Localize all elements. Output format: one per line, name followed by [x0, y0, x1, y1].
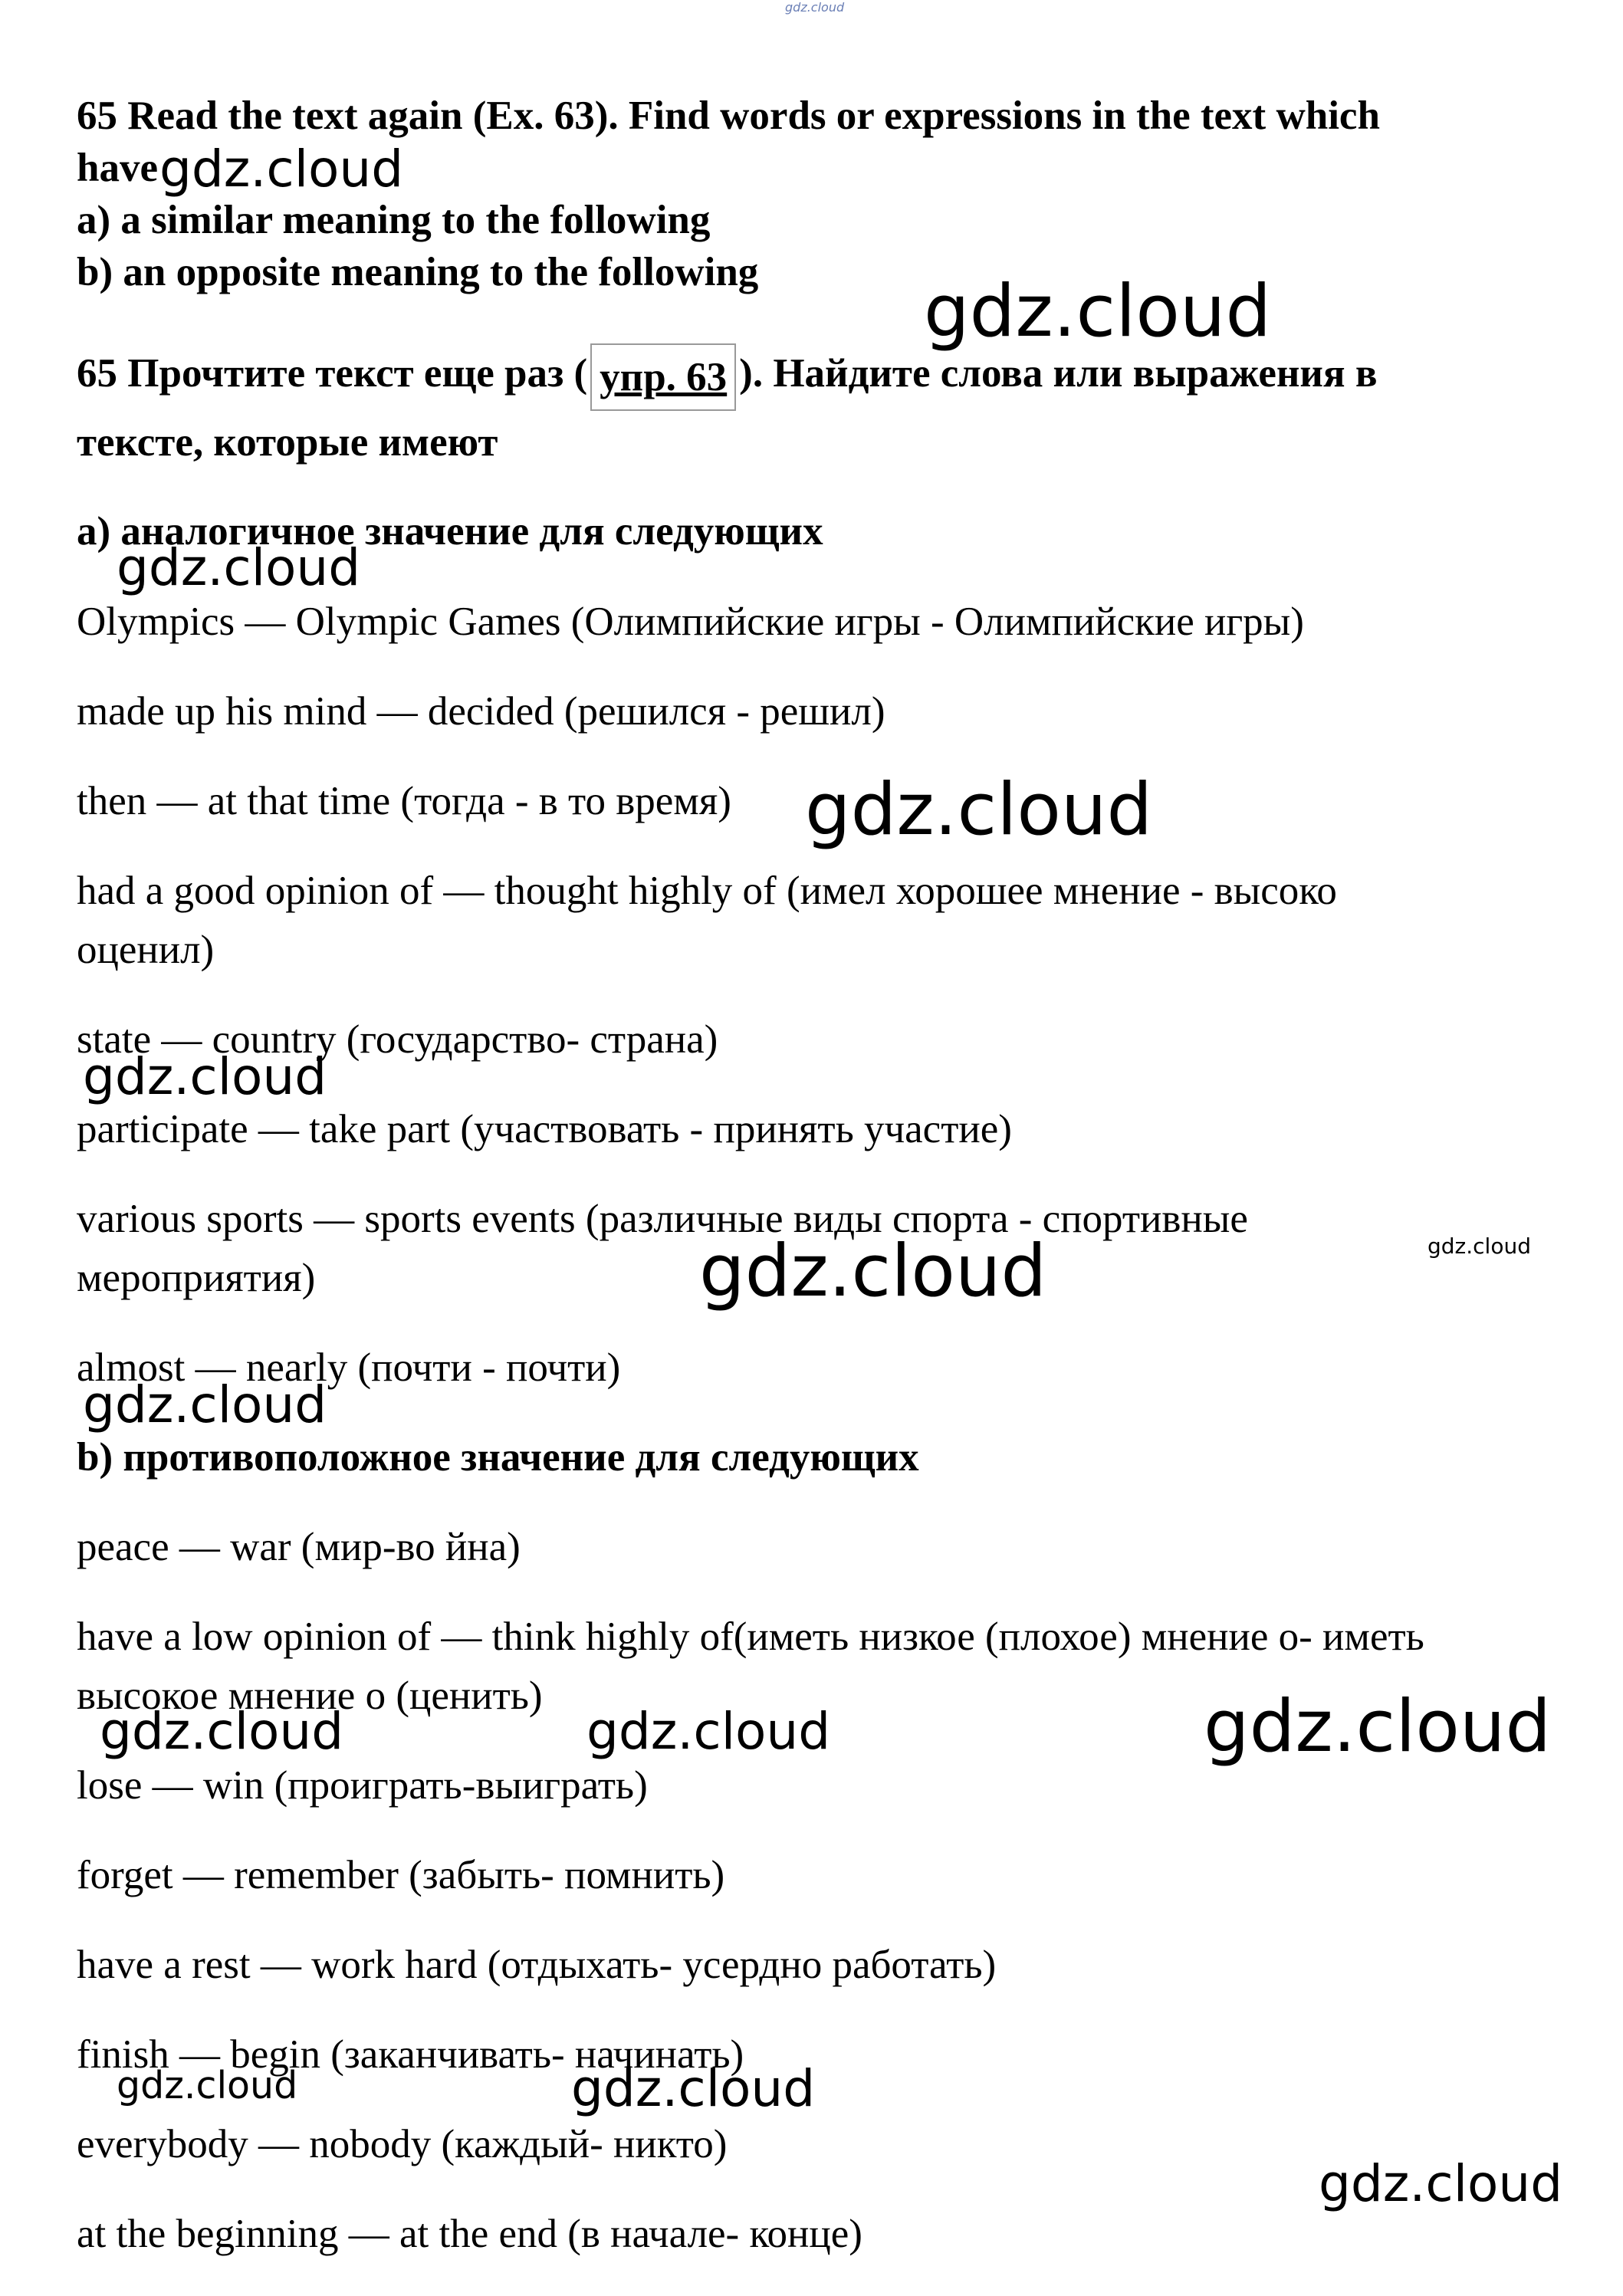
- list-item: at the beginning — at the end (в начале- конце): [77, 2212, 862, 2256]
- ru-title-line-2: тексте, которые имеют: [77, 420, 498, 465]
- ru-title-post: ). Найдите слова или выражения в: [739, 351, 1378, 396]
- en-instruction-a: a) a similar meaning to the following: [77, 198, 711, 242]
- en-title-line-1: 65 Read the text again (Ex. 63). Find words or expressions in the text which: [77, 94, 1380, 138]
- list-item: have a rest — work hard (отдыхать- усердно работать): [77, 1943, 997, 1987]
- ru-title-line-1: [77, 343, 1377, 411]
- watermark: gdz.cloud: [83, 1375, 327, 1434]
- watermark: gdz.cloud: [117, 2064, 298, 2107]
- list-item: finish — begin (заканчивать- начинать): [77, 2032, 744, 2077]
- list-item: оценил): [77, 928, 215, 972]
- list-item: everybody — nobody (каждый- никто): [77, 2122, 728, 2166]
- watermark: gdz.cloud: [1319, 2154, 1563, 2213]
- watermark: gdz.cloud: [924, 270, 1272, 353]
- watermark: gdz.cloud: [159, 140, 404, 199]
- watermark: gdz.cloud: [699, 1230, 1047, 1313]
- watermark: gdz.cloud: [805, 768, 1153, 852]
- list-item: had a good opinion of — thought highly of (имел хорошее мнение - высоко: [77, 869, 1337, 913]
- list-item: высокое мнение о (ценить): [77, 1674, 543, 1718]
- watermark: gdz.cloud: [586, 1702, 831, 1761]
- list-item: then — at that time (тогда - в то время): [77, 779, 731, 823]
- list-item: Olympics — Olympic Games (Олимпийские игры - Олимпийские игры): [77, 599, 1304, 644]
- watermark: gdz.cloud: [571, 2059, 816, 2118]
- list-item: state — country (государство- страна): [77, 1017, 718, 1062]
- list-item: almost — nearly (почти - почти): [77, 1345, 621, 1390]
- list-item: lose — win (проиграть-выиграть): [77, 1763, 648, 1808]
- list-item: participate — take part (участвовать - принять участие): [77, 1107, 1012, 1151]
- list-item: peace — war (мир-во йна): [77, 1525, 521, 1569]
- watermark: gdz.cloud: [1204, 1685, 1552, 1769]
- en-title-line-2: have: [77, 146, 158, 190]
- list-item: мероприятия): [77, 1256, 316, 1300]
- watermark: gdz.cloud: [117, 538, 361, 597]
- exercise-63-link[interactable]: упр. 63: [590, 343, 736, 411]
- list-item: made up his mind — decided (решился - решил): [77, 689, 885, 734]
- en-instruction-b: b) an opposite meaning to the following: [77, 250, 759, 294]
- section-a-heading: a) аналогичное значение для следующих: [77, 509, 823, 553]
- watermark: gdz.cloud: [83, 1047, 327, 1106]
- list-item: various sports — sports events (различные виды спорта - спортивные: [77, 1197, 1248, 1241]
- watermark-top: gdz.cloud: [785, 0, 845, 15]
- watermark: gdz.cloud: [1428, 1233, 1531, 1259]
- list-item: have a low opinion of — think highly of(иметь низкое (плохое) мнение о- иметь: [77, 1614, 1424, 1659]
- ru-title-pre: 65 Прочтите текст еще раз (: [77, 351, 588, 396]
- list-item: forget — remember (забыть- помнить): [77, 1853, 725, 1897]
- watermark: gdz.cloud: [100, 1702, 344, 1761]
- section-b-heading: b) противоположное значение для следующих: [77, 1435, 919, 1480]
